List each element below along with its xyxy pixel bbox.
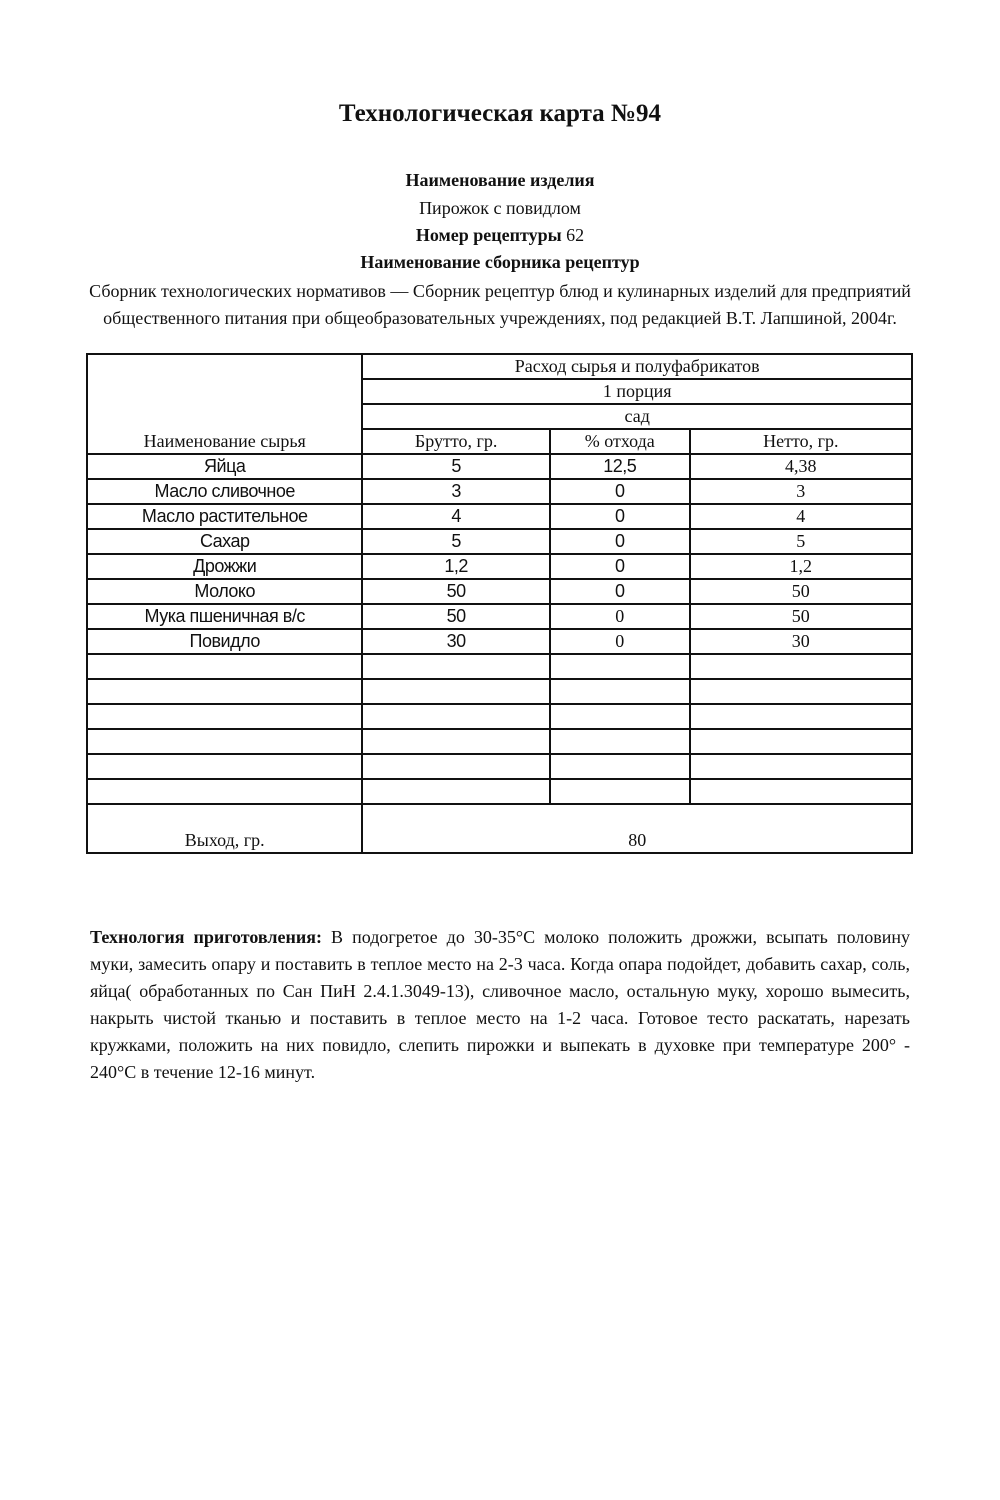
empty-cell — [550, 654, 690, 679]
brutto: 5 — [362, 529, 550, 554]
technology-text: В подогретое до 30-35°С молоко положить дрожжи, всыпать половину муки, замесить опару и поставить в теплое место на 2-3 часа. Когда опара подойдет, добавить сахар, соль, яйца( обработанных по Сан ПиН 2.4.1.3049-13), сливочное масло, остальную муку, хорошо вымесить, накрыть чистой тканью и поставить в теплое место на 1-2 часа. Готовое тесто раскатать, нарезать кружками, положить на них повидло, слепить пирожки и выпекать в духовке при температуре 200° - 240°С в течение 12-16 минут. — [90, 927, 910, 1082]
empty-cell — [690, 754, 912, 779]
header-portion: 1 порция — [362, 379, 912, 404]
empty-cell — [550, 754, 690, 779]
brutto: 4 — [362, 504, 550, 529]
empty-cell — [362, 654, 550, 679]
empty-cell — [87, 754, 362, 779]
netto: 3 — [690, 479, 912, 504]
empty-cell — [87, 654, 362, 679]
recipe-number-value: 62 — [566, 225, 585, 245]
waste: 0 — [550, 479, 690, 504]
product-label: Наименование изделия — [405, 170, 595, 190]
waste: 0 — [550, 554, 690, 579]
waste: 0 — [550, 629, 690, 654]
brutto: 1,2 — [362, 554, 550, 579]
empty-cell — [690, 729, 912, 754]
empty-cell — [690, 654, 912, 679]
waste: 0 — [550, 579, 690, 604]
table-row — [87, 479, 912, 504]
recipe-number-label: Номер рецептуры — [415, 225, 562, 245]
output-row — [87, 804, 912, 853]
empty-row — [87, 754, 912, 779]
collection-name: Сборник технологических нормативов — Сборник рецептур блюд и кулинарных изделий для предприятий общественного питания при общеобразовательных учреждениях, под редакцией В.Т. Лапшиной, 2004г. — [89, 281, 911, 328]
ingredient-name: Дрожжи — [87, 554, 362, 579]
empty-cell — [362, 704, 550, 729]
header-netto: Нетто, гр. — [690, 429, 912, 454]
table-row — [87, 554, 912, 579]
table-row — [87, 529, 912, 554]
empty-cell — [87, 704, 362, 729]
empty-cell — [362, 779, 550, 804]
header-brutto: Брутто, гр. — [362, 429, 550, 454]
empty-cell — [362, 729, 550, 754]
waste: 0 — [550, 529, 690, 554]
ingredient-name: Молоко — [87, 579, 362, 604]
empty-cell — [362, 679, 550, 704]
ingredient-name: Мука пшеничная в/с — [87, 604, 362, 629]
brutto: 30 — [362, 629, 550, 654]
ingredient-name: Сахар — [87, 529, 362, 554]
empty-cell — [87, 779, 362, 804]
output-label: Выход, гр. — [87, 804, 362, 853]
waste: 0 — [550, 504, 690, 529]
empty-cell — [690, 779, 912, 804]
empty-row — [87, 729, 912, 754]
netto: 30 — [690, 629, 912, 654]
table-row — [87, 604, 912, 629]
netto: 1,2 — [690, 554, 912, 579]
technology-section — [90, 924, 910, 1086]
brutto: 5 — [362, 454, 550, 479]
empty-row — [87, 654, 912, 679]
netto: 50 — [690, 604, 912, 629]
netto: 5 — [690, 529, 912, 554]
empty-cell — [690, 704, 912, 729]
table-row — [87, 579, 912, 604]
empty-cell — [690, 679, 912, 704]
empty-cell — [87, 679, 362, 704]
ingredients-table — [86, 353, 913, 854]
output-value: 80 — [362, 804, 912, 853]
empty-cell — [87, 729, 362, 754]
empty-cell — [362, 754, 550, 779]
ingredient-name: Масло сливочное — [87, 479, 362, 504]
brutto: 50 — [362, 604, 550, 629]
header-consumption: Расход сырья и полуфабрикатов — [362, 354, 912, 379]
empty-row — [87, 779, 912, 804]
product-name: Пирожок с повидлом — [419, 198, 581, 218]
header-name: Наименование сырья — [87, 354, 362, 454]
table-row — [87, 629, 912, 654]
ingredient-name: Яйца — [87, 454, 362, 479]
table-row — [87, 504, 912, 529]
netto: 4,38 — [690, 454, 912, 479]
recipe-number — [0, 225, 1000, 246]
brutto: 50 — [362, 579, 550, 604]
ingredient-name: Масло растительное — [87, 504, 362, 529]
empty-cell — [550, 779, 690, 804]
page-title: Технологическая карта №94 — [338, 100, 662, 127]
waste: 12,5 — [550, 454, 690, 479]
ingredient-name: Повидло — [87, 629, 362, 654]
empty-cell — [550, 704, 690, 729]
empty-row — [87, 679, 912, 704]
empty-cell — [550, 679, 690, 704]
header-waste: % отхода — [550, 429, 690, 454]
empty-cell — [550, 729, 690, 754]
waste: 0 — [550, 604, 690, 629]
technology-label: Технология приготовления: — [90, 927, 322, 947]
netto: 50 — [690, 579, 912, 604]
brutto: 3 — [362, 479, 550, 504]
netto: 4 — [690, 504, 912, 529]
empty-row — [87, 704, 912, 729]
collection-label: Наименование сборника рецептур — [360, 252, 640, 272]
header-group: сад — [362, 404, 912, 429]
table-row — [87, 454, 912, 479]
